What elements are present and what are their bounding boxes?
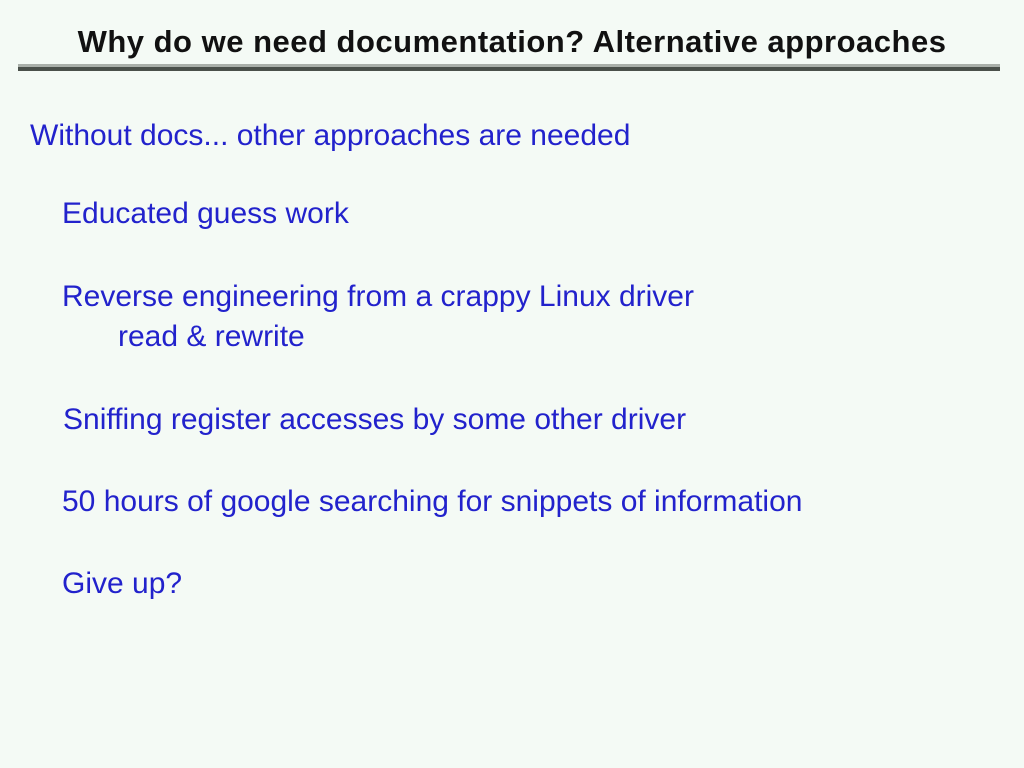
slide-title: Why do we need documentation? Alternative approaches	[77, 24, 947, 59]
list-item: Give up?	[62, 567, 183, 600]
title-divider-rule-dark	[18, 67, 1000, 71]
list-item: Reverse engineering from a crappy Linux driver	[62, 280, 694, 313]
title-divider-rule	[18, 64, 1000, 71]
list-item: Educated guess work	[62, 197, 349, 230]
list-item: Sniffing register accesses by some other driver	[63, 403, 687, 436]
list-item-subline: read & rewrite	[118, 320, 305, 353]
lead-line: Without docs... other approaches are needed	[30, 119, 631, 152]
list-item: 50 hours of google searching for snippets of information	[62, 485, 803, 518]
